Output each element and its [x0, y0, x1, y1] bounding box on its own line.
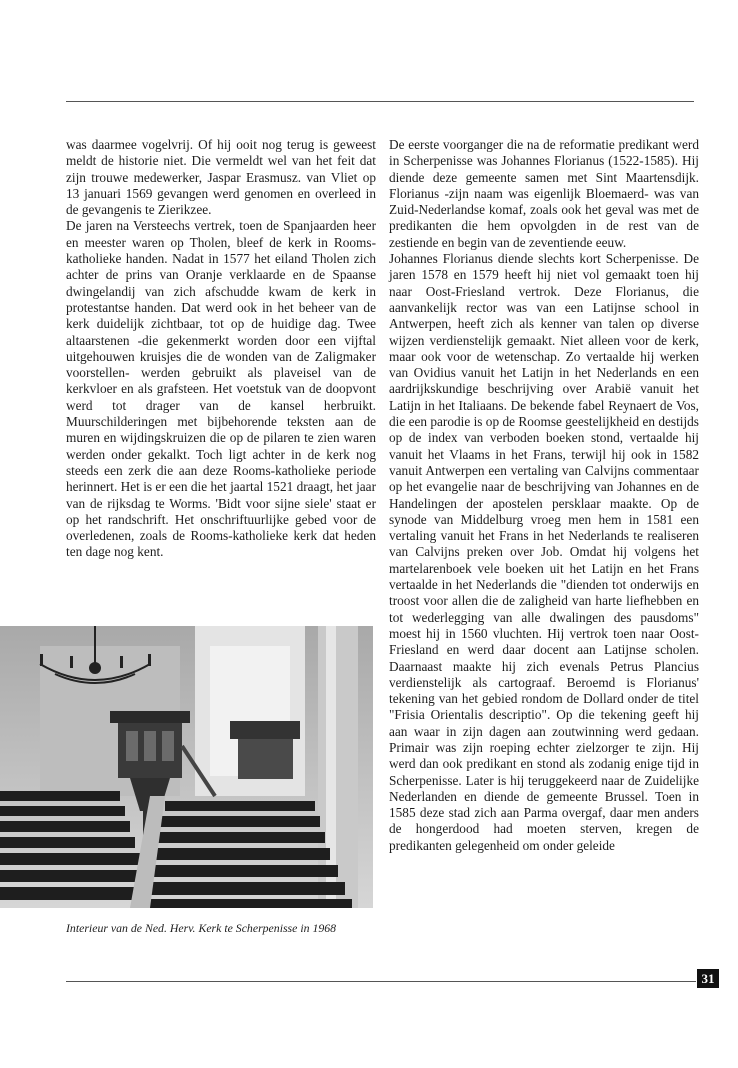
- church-interior-illustration: [0, 626, 373, 908]
- left-paragraph-2: De jaren na Versteechs vertrek, toen de Spanjaarden heer en meester waren op Tholen, bleef de kerk in Rooms-katholieke handen. Nadat in 1577 het eiland Tholen zich achter de prins van Oranje verklaarde en de Spaanse dwingelandij van zich afschudde kwam de kerk in protestantse handen. Dat werd ook in het beheer van de kerk duidelijk zichtbaar, tot op de huidige dag. Twee altaarstenen -die gekenmerkt worden door een vijftal uitgehouwen kruisjes die de wonden van de Zaligmaker voorstellen- werden gebruikt als plaveisel van de kerkvloer en als grafsteen. Het voetstuk van de doopvont werd tot drager van de kansel herbruikt. Muurschilderingen met bijbehorende teksten aan de muren en wijdingskruizen die op de pilaren te zien waren werden onder gekalkt. Toch ligt achter in de kerk nog steeds een zerk die aan deze Rooms-katholieke periode herinnert. Het is er een die het jaartal 1521 draagt, het jaar van de rijksdag te Worms. 'Bidt voor sijne siele' staat er op het randschrift. Het onschriftuurlijke gebed voor de overledenen, zoals de Rooms-katholieke kerk dat heden ten dage nog kent.: [66, 218, 376, 560]
- right-paragraph-2: Johannes Florianus diende slechts kort Scherpenisse. De jaren 1578 en 1579 heeft hij niet vol gemaakt toen hij naar Oost-Friesland vertrok. Deze Florianus, die aanvankelijk rector was van een Latijnse school in Antwerpen, heeft zich als kenner van talen op diverse wijzen verdienstelijk gemaakt. Niet alleen voor de kerk, maar ook voor de wetenschap. Zo vertaalde hij werken van Ovidius vanuit het Latijn in het Nederlands en een aardrijkskundige beschrijving over Arabië vanuit het Latijn in het Italiaans. De bekende fabel Reynaert de Vos, die een parodie is op de Roomse geestelijkheid en destijds op de index van verboden boeken stond, vertaalde hij vanuit het Vlaams in het Frans, terwijl hij ook in 1582 vanuit Antwerpen een vertaling van Calvijns commentaar op het evangelie naar de beschrijving van Johannes en de Handelingen der apostelen persklaar maakte. Op de synode van Middelburg vroeg men hem in 1581 een vertaling vanuit het Frans in het Nederlands te realiseren van Calvijns preken over Job. Omdat hij volgens het martelarenboek vele boeken uit het Latijn en het Frans vertaalde in het Nederlands die "dienden tot onderwijs en troost voor allen die de zaligheid van harte liefhebben en tot wederlegging van alle dwalingen des pausdoms" moest hij in 1560 vluchten. Hij vertrok toen naar Oost-Friesland en werd daar docent aan Latijnse scholen. Daarnaast maakte hij zich evenals Petrus Plancius verdienstelijk als cartograaf. Beroemd is Florianus' tekening van het gebied rondom de Dollard onder de titel "Frisia Orientalis descriptio". Op die tekening geeft hij aan waar in zijn dagen aan zoutwinning werd gedaan. Primair was zijn roeping echter zielzorger te zijn. Hij werd dan ook predikant en stond als zodanig enige tijd in Scherpenisse. Later is hij teruggekeerd naar de Zuidelijke Nederlanden en diende de gemeente Brussel. Toen in 1585 deze stad zich aan Parma overgaf, daar men anders de hongerdood had moeten sterven, kregen de predikanten gelegenheid om onder geleide: [389, 251, 699, 853]
- right-text-column: [389, 137, 699, 854]
- church-interior-photo: [0, 626, 373, 908]
- left-text-column: [66, 137, 376, 561]
- left-paragraph-1: was daarmee vogelvrij. Of hij ooit nog terug is geweest meldt de historie niet. Die vermeldt wel van het feit dat zijn trouwe medewerker, Jaspar Erasmusz. van Vliet op 13 januari 1569 gevangen werd genomen en overleed in de gevangenis te Zierikzee.: [66, 137, 376, 218]
- photo-caption: Interieur van de Ned. Herv. Kerk te Scherpenisse in 1968: [66, 921, 337, 935]
- top-rule: [66, 101, 694, 102]
- bottom-rule: [66, 981, 696, 982]
- page-number: 31: [697, 969, 719, 988]
- right-paragraph-1: De eerste voorganger die na de reformatie predikant werd in Scherpenisse was Johannes Florianus (1522-1585). Hij diende deze gemeente samen met Sint Maartensdijk. Florianus -zijn naam was eigenlijk Bloemaerd- was van Zuid-Nederlandse komaf, zoals ook het geval was met de predikanten die hem opvolgden in de rest van de zestiende en begin van de zeventiende eeuw.: [389, 137, 699, 250]
